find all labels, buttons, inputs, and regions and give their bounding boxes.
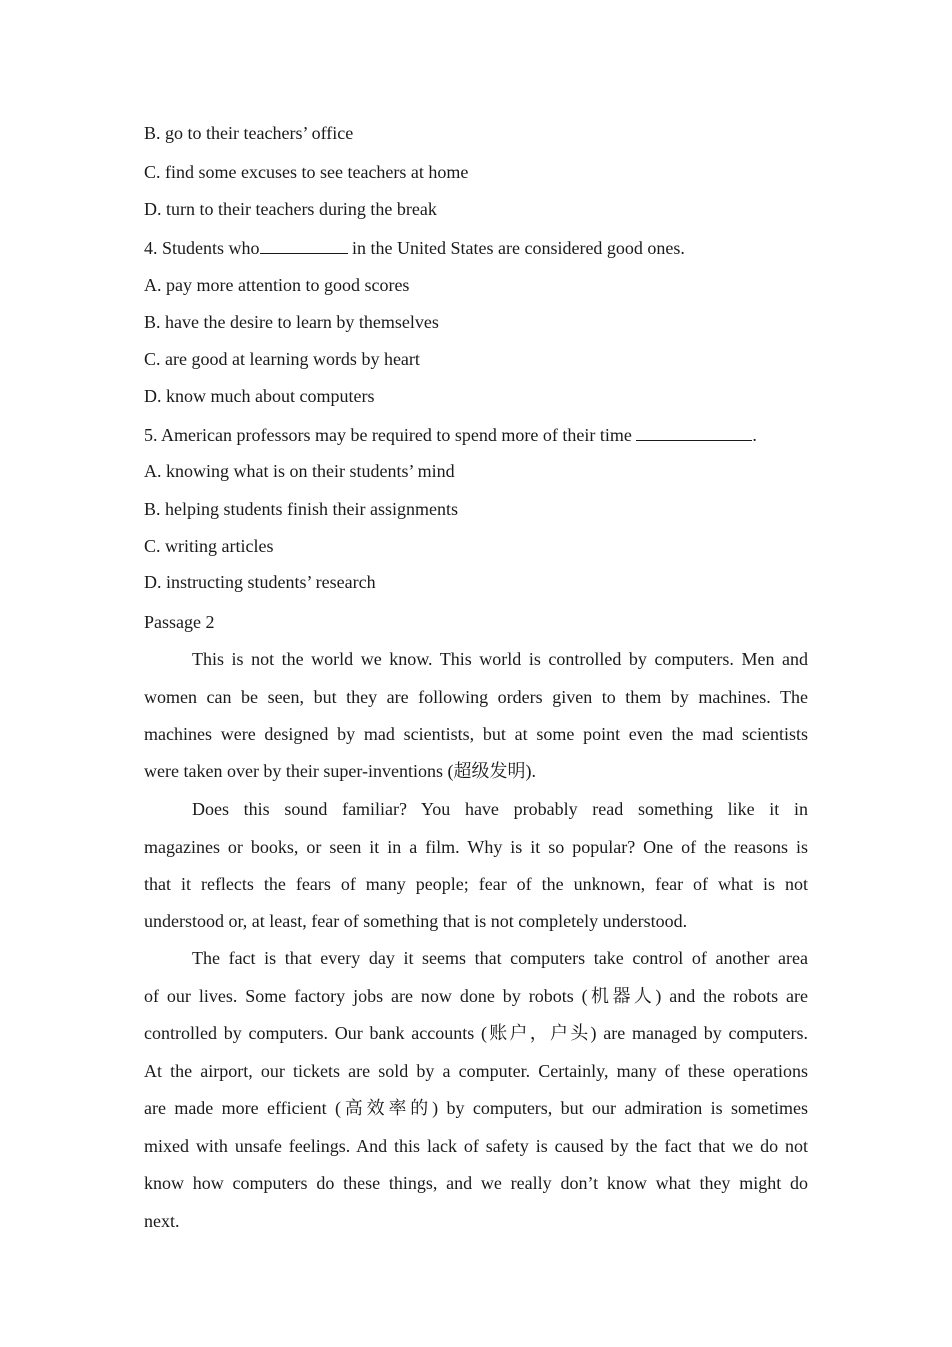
- q4-stem: [144, 237, 685, 259]
- q4-option-d: D. know much about computers: [144, 386, 375, 406]
- paragraph-line: At the airport, our tickets are sold by a computer. Certainly, many of these operations: [144, 1061, 808, 1081]
- paragraph-line: magazines or books, or seen it in a film. Why is it so popular? One of the reasons is: [144, 837, 808, 857]
- paragraph-line: Does this sound familiar? You have probably read something like it in: [192, 799, 808, 819]
- paragraph-line: of our lives. Some factory jobs are now done by robots (机器人) and the robots are: [144, 986, 808, 1006]
- q5-option-c: C. writing articles: [144, 536, 274, 556]
- q5-stem: [144, 424, 757, 446]
- q5-option-a: A. knowing what is on their students’ mind: [144, 461, 455, 481]
- q5-stem-end: .: [752, 425, 757, 445]
- q5-stem-start: 5. American professors may be required to spend more of their time: [144, 425, 637, 445]
- q4-stem-start: 4. Students who: [144, 238, 260, 258]
- paragraph-line: controlled by computers. Our bank accounts (账户，户头) are managed by computers.: [144, 1023, 808, 1043]
- paragraph-line: understood or, at least, fear of something that is not completely understood.: [144, 911, 688, 931]
- paragraph-line: machines were designed by mad scientists, but at some point even the mad scientists: [144, 724, 808, 744]
- paragraph-line: that it reflects the fears of many people; fear of the unknown, fear of what is not: [144, 874, 808, 894]
- paragraph-line: know how computers do these things, and we really don’t know what they might do: [144, 1173, 808, 1193]
- q4-option-c: C. are good at learning words by heart: [144, 349, 420, 369]
- paragraph-line: next.: [144, 1211, 180, 1231]
- q4-option-a: A. pay more attention to good scores: [144, 275, 410, 295]
- paragraph-line: The fact is that every day it seems that computers take control of another area: [192, 948, 808, 968]
- passage-heading: Passage 2: [144, 612, 215, 632]
- paragraph-line: women can be seen, but they are following orders given to them by machines. The: [144, 687, 808, 707]
- paragraph-line: mixed with unsafe feelings. And this lack of safety is caused by the fact that we do not: [144, 1136, 808, 1156]
- q4-answer-blank: [260, 237, 348, 254]
- paragraph-line: are made more efficient (高效率的) by computers, but our admiration is sometimes: [144, 1098, 808, 1118]
- q3-option-d: D. turn to their teachers during the break: [144, 199, 437, 219]
- q3-option-b: B. go to their teachers’ office: [144, 123, 354, 143]
- paragraph-line: This is not the world we know. This world is controlled by computers. Men and: [192, 649, 808, 669]
- paragraph-line: were taken over by their super-inventions (超级发明).: [144, 761, 537, 781]
- q5-option-d: D. instructing students’ research: [144, 572, 376, 592]
- q3-option-c: C. find some excuses to see teachers at home: [144, 162, 469, 182]
- q5-answer-blank: [636, 424, 752, 441]
- q4-stem-end: in the United States are considered good ones.: [347, 238, 685, 258]
- q4-option-b: B. have the desire to learn by themselves: [144, 312, 439, 332]
- q5-option-b: B. helping students finish their assignments: [144, 499, 458, 519]
